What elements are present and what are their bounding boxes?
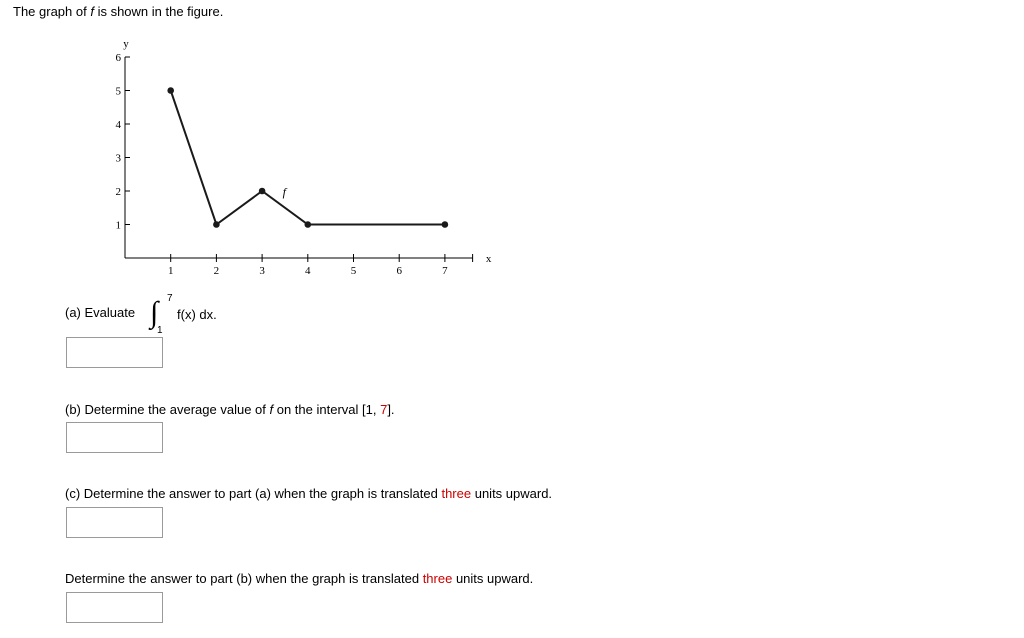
part-b-middle: on the interval [1, bbox=[273, 402, 381, 417]
part-b-suffix: ]. bbox=[387, 402, 395, 417]
x-tick-label: 3 bbox=[259, 265, 265, 277]
data-point bbox=[305, 221, 312, 228]
part-d-question bbox=[65, 571, 533, 586]
part-c-suffix: units upward. bbox=[471, 486, 553, 501]
graph-svg bbox=[100, 30, 492, 290]
part-b-highlight: 7 bbox=[380, 402, 388, 417]
part-b-prefix: (b) Determine the average value of bbox=[65, 402, 270, 417]
part-d-suffix: units upward. bbox=[452, 571, 534, 586]
x-tick-label: 2 bbox=[213, 265, 220, 277]
intro-fn: f bbox=[90, 4, 94, 19]
y-axis-label: y bbox=[123, 38, 129, 50]
intro-suffix: is shown in the figure. bbox=[93, 4, 224, 19]
answer-input-d[interactable] bbox=[66, 592, 163, 623]
problem-intro bbox=[13, 4, 223, 19]
integrand: f(x) dx. bbox=[177, 307, 217, 322]
part-a-label: (a) Evaluate bbox=[65, 305, 136, 320]
data-point bbox=[213, 221, 220, 228]
answer-input-b[interactable] bbox=[66, 422, 163, 453]
intro-prefix: The graph of bbox=[13, 4, 91, 19]
data-point bbox=[167, 87, 174, 94]
part-c-prefix: (c) Determine the answer to part (a) when the graph is translated bbox=[65, 486, 442, 501]
part-c-highlight: three bbox=[441, 486, 472, 501]
y-tick-label: 1 bbox=[115, 219, 121, 232]
y-tick-label: 4 bbox=[115, 119, 121, 131]
series-line-f bbox=[171, 91, 445, 225]
part-b-question bbox=[65, 402, 395, 417]
integral-lower-limit: 1 bbox=[157, 325, 163, 336]
part-c-question bbox=[65, 486, 552, 501]
x-tick-label: 4 bbox=[305, 265, 311, 277]
integral-sign: ∫ bbox=[150, 296, 159, 329]
curve-label: f bbox=[282, 185, 287, 200]
part-b-fn: f bbox=[269, 402, 274, 417]
y-tick-label: 5 bbox=[115, 85, 121, 98]
x-tick-label: 5 bbox=[350, 265, 357, 277]
y-tick-label: 2 bbox=[115, 186, 121, 198]
x-tick-label: 7 bbox=[442, 265, 448, 277]
integral-upper-limit: 7 bbox=[167, 293, 173, 304]
y-tick-label: 3 bbox=[115, 152, 121, 165]
answer-input-a[interactable] bbox=[66, 337, 163, 368]
answer-input-c[interactable] bbox=[66, 507, 163, 538]
y-tick-label: 6 bbox=[115, 52, 121, 64]
data-point bbox=[442, 221, 449, 228]
x-tick-label: 1 bbox=[167, 265, 174, 277]
part-d-prefix: Determine the answer to part (b) when the graph is translated bbox=[65, 571, 423, 586]
x-tick-label: 6 bbox=[396, 265, 402, 277]
x-axis-label: x bbox=[485, 253, 492, 265]
function-graph bbox=[100, 30, 492, 290]
data-point bbox=[259, 188, 266, 195]
part-d-highlight: three bbox=[422, 571, 453, 586]
